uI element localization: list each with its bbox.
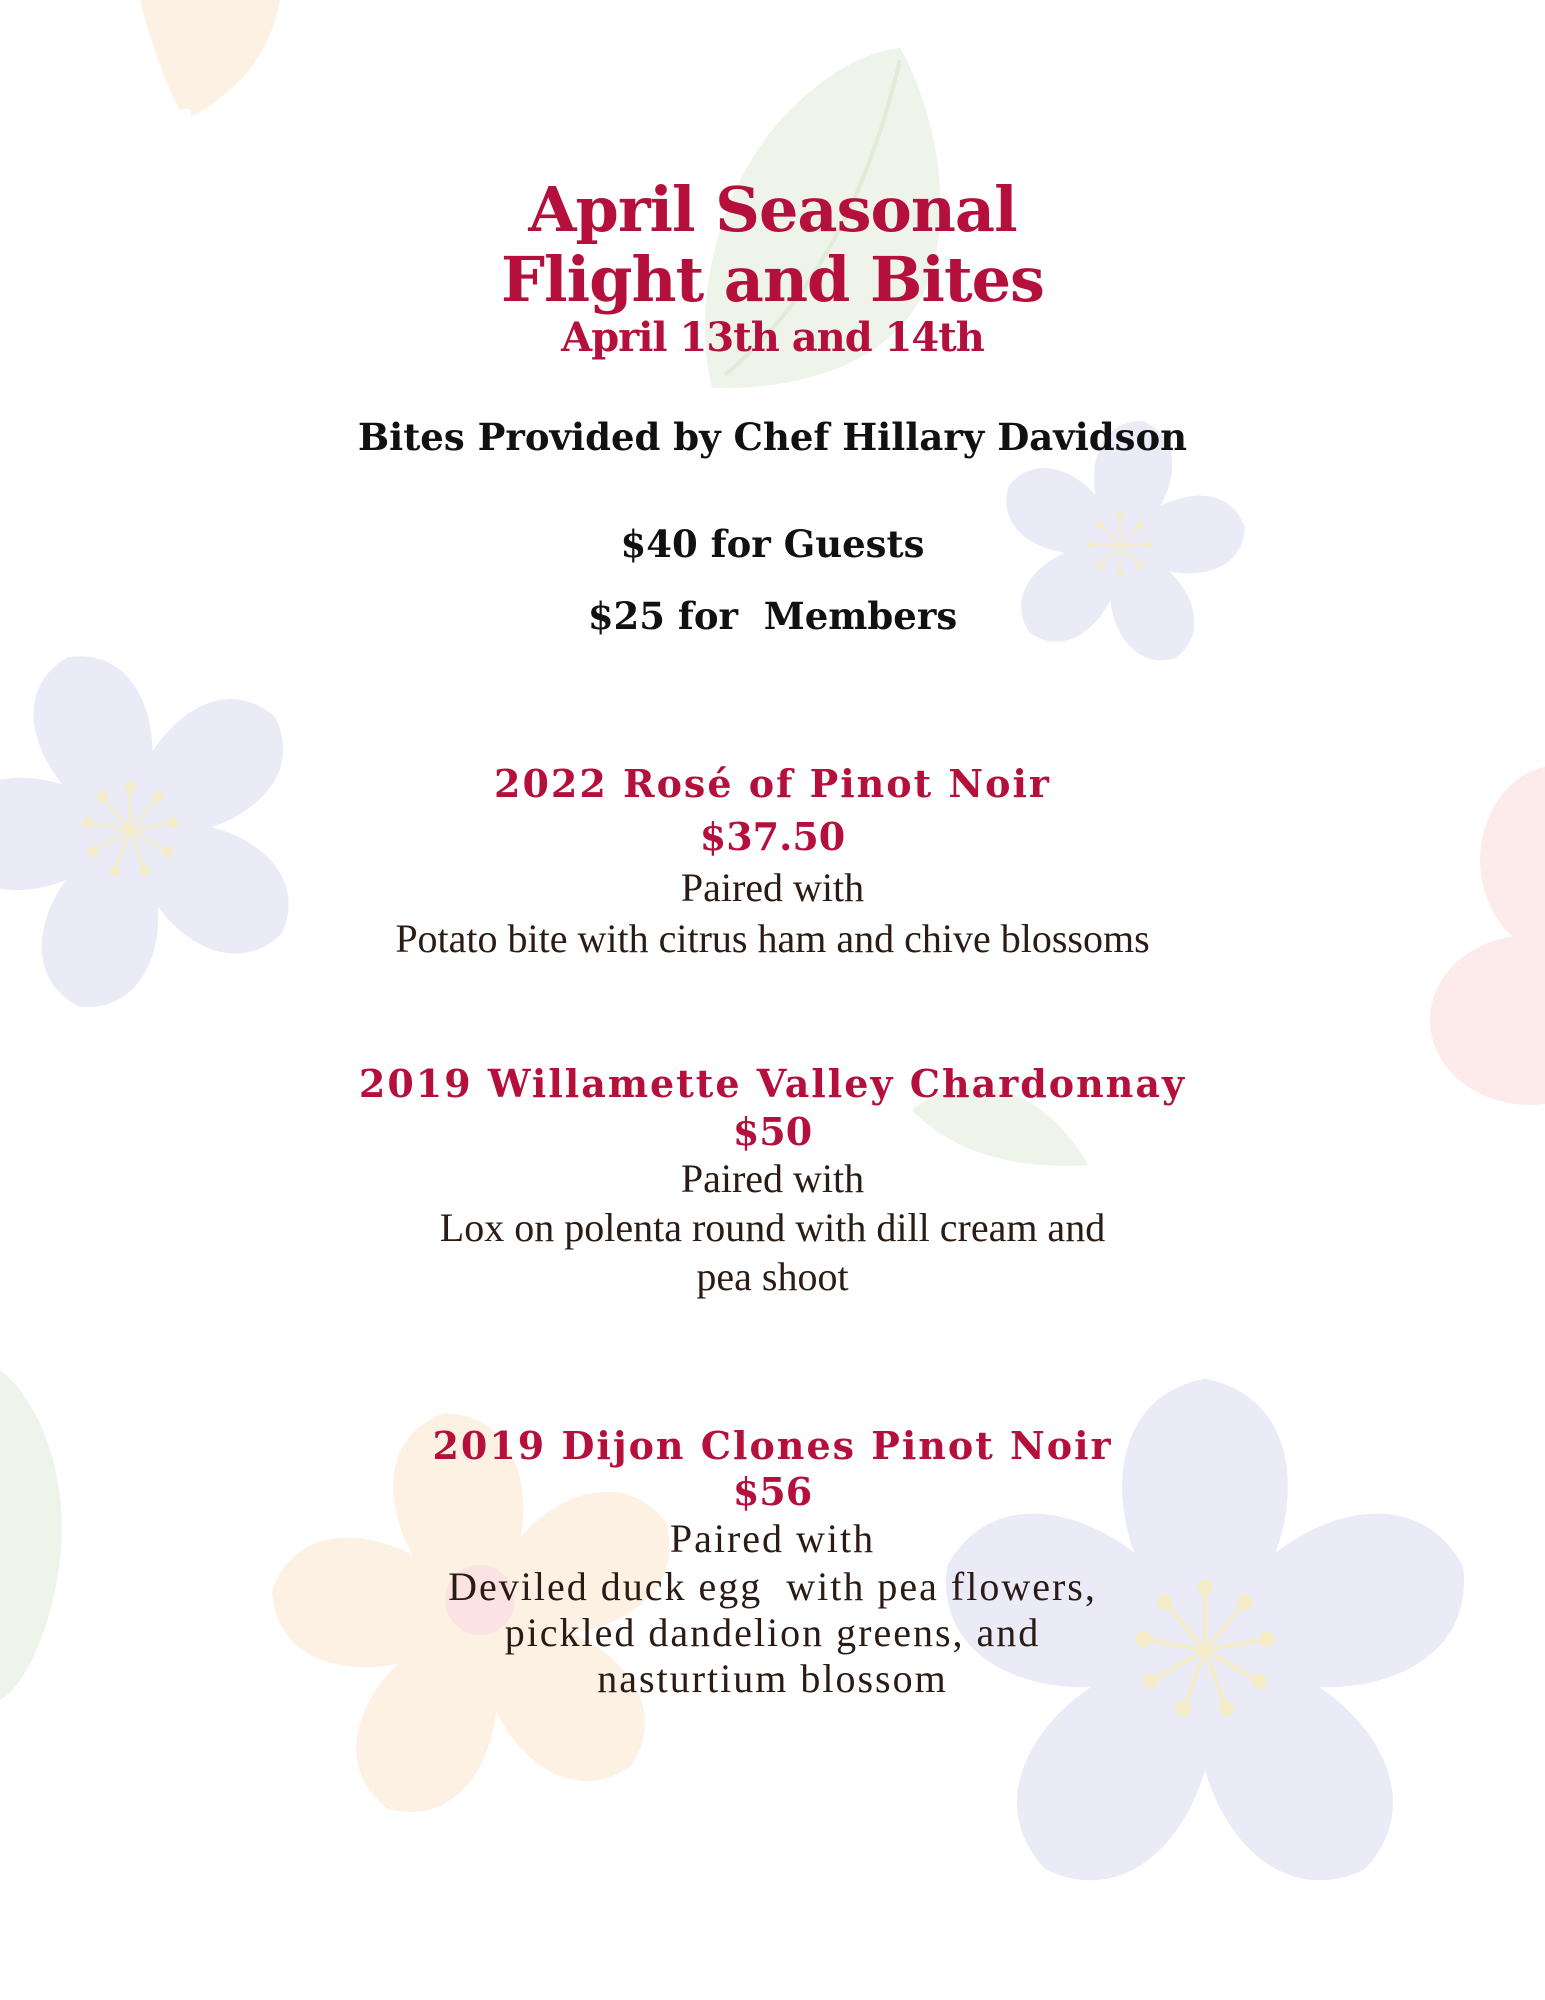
title-line-1: April Seasonal: [528, 173, 1017, 246]
title-line-2: Flight and Bites: [501, 243, 1044, 316]
wine-price: $50: [732, 1109, 813, 1154]
bite-description: pickled dandelion greens, and: [504, 1610, 1041, 1655]
bite-description: Potato bite with citrus ham and chive blossoms: [395, 916, 1150, 961]
wine-price: $37.50: [699, 814, 846, 859]
event-dates: April 13th and 14th: [561, 314, 984, 361]
wine-name: 2019 Willamette Valley Chardonnay: [358, 1061, 1187, 1106]
member-price: $25 for Members: [587, 594, 958, 638]
paired-with-label: Paired with: [669, 1516, 876, 1561]
bite-description: Deviled duck egg with pea flowers,: [448, 1564, 1097, 1609]
paired-with-label: Paired with: [680, 1156, 865, 1201]
guest-price: $40 for Guests: [620, 522, 925, 566]
paired-with-label: Paired with: [680, 865, 865, 910]
wine-name: 2022 Rosé of Pinot Noir: [494, 761, 1051, 806]
wine-price: $56: [732, 1469, 813, 1514]
bite-description: pea shoot: [696, 1254, 849, 1299]
chef-credit: Bites Provided by Chef Hillary Davidson: [357, 415, 1188, 459]
bite-description: nasturtium blossom: [597, 1656, 948, 1701]
bite-description: Lox on polenta round with dill cream and: [439, 1205, 1106, 1250]
wine-name: 2019 Dijon Clones Pinot Noir: [432, 1423, 1113, 1468]
